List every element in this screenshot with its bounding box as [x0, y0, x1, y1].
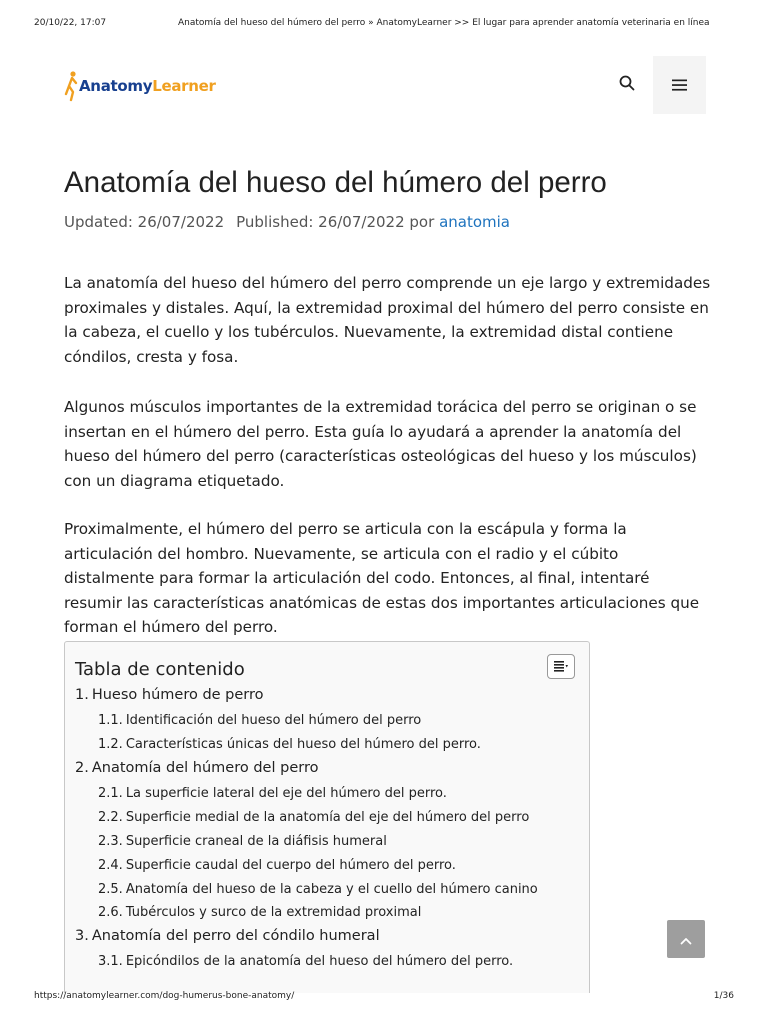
intro-paragraph: La anatomía del hueso del húmero del perro comprende un eje largo y extremidades proximales y distales. Aquí, la extremidad proximal del húmero del perro consiste en la cabeza, el cuello y los tubérculos. Nuevamente, la extremidad distal contiene cóndilos, cresta y fosa. [64, 274, 711, 366]
chevron-up-icon [680, 930, 692, 949]
article-meta [64, 213, 510, 231]
search-icon [619, 75, 635, 95]
list-toggle-icon [553, 657, 569, 676]
print-page-number: 1/36 [713, 991, 734, 1001]
toc-item[interactable]: 2.6. Tubérculos y surco de la extremidad proximal [98, 905, 422, 920]
site-logo[interactable] [64, 70, 216, 102]
toc-item[interactable]: 1. Hueso húmero de perro [75, 687, 264, 703]
search-button[interactable] [610, 56, 644, 114]
toc-item[interactable]: 2. Anatomía del húmero del perro [75, 760, 319, 776]
print-date: 20/10/22, 17:07 [34, 18, 107, 28]
toc-item[interactable]: 1.2. Características únicas del hueso del húmero del perro. [98, 737, 481, 752]
runner-figure-icon [64, 70, 78, 102]
toc-item[interactable]: 3.1. Epicóndilos de la anatomía del hueso del húmero del perro. [98, 954, 514, 969]
author-link[interactable]: anatomia [439, 213, 510, 231]
print-url: https://anatomylearner.com/dog-humerus-bone-anatomy/ [34, 991, 295, 1001]
toc-item[interactable]: 2.2. Superficie medial de la anatomía del eje del húmero del perro [98, 810, 530, 825]
logo-text: AnatomyLearner [79, 77, 216, 95]
site-header [64, 56, 706, 116]
toc-item[interactable]: 2.4. Superficie caudal del cuerpo del húmero del perro. [98, 858, 456, 873]
toc-title: Tabla de contenido [75, 659, 245, 680]
published-date: Published: 26/07/2022 [236, 213, 405, 231]
toc-item[interactable]: 2.3. Superficie craneal de la diáfisis humeral [98, 834, 387, 849]
print-title: Anatomía del hueso del húmero del perro » AnatomyLearner >> El lugar para aprender anatomía veterinaria en línea [178, 18, 710, 28]
toc-item[interactable]: 3. Anatomía del perro del cóndilo humeral [75, 928, 380, 944]
body-paragraph: Proximalmente, el húmero del perro se articula con la escápula y forma la articulación del hombro. Nuevamente, se articula con el radio y el cúbito distalmente para formar la articulación del codo. Entonces, al final, intentaré resumir las características anatómicas de estas dos importantes articulaciones que forman el húmero del perro. [64, 520, 700, 636]
updated-date: Updated: 26/07/2022 [64, 213, 225, 231]
toc-item[interactable]: 2.5. Anatomía del hueso de la cabeza y el cuello del húmero canino [98, 882, 538, 897]
toc-toggle-button[interactable] [547, 654, 575, 679]
menu-button[interactable] [653, 56, 706, 114]
table-of-contents [64, 641, 590, 993]
by-label: por [409, 213, 435, 231]
toc-item[interactable]: 1.1. Identificación del hueso del húmero del perro [98, 713, 422, 728]
body-paragraph: Algunos músculos importantes de la extremidad torácica del perro se originan o se insertan en el húmero del perro. Esta guía lo ayudará a aprender la anatomía del hueso del húmero del perro (características osteológicas del hueso y los músculos) con un diagrama etiquetado. [64, 398, 697, 490]
hamburger-menu-icon [672, 76, 687, 95]
toc-item[interactable]: 2.1. La superficie lateral del eje del húmero del perro. [98, 786, 447, 801]
article-title: Anatomía del hueso del húmero del perro [64, 166, 607, 199]
scroll-to-top-button[interactable] [667, 920, 705, 958]
